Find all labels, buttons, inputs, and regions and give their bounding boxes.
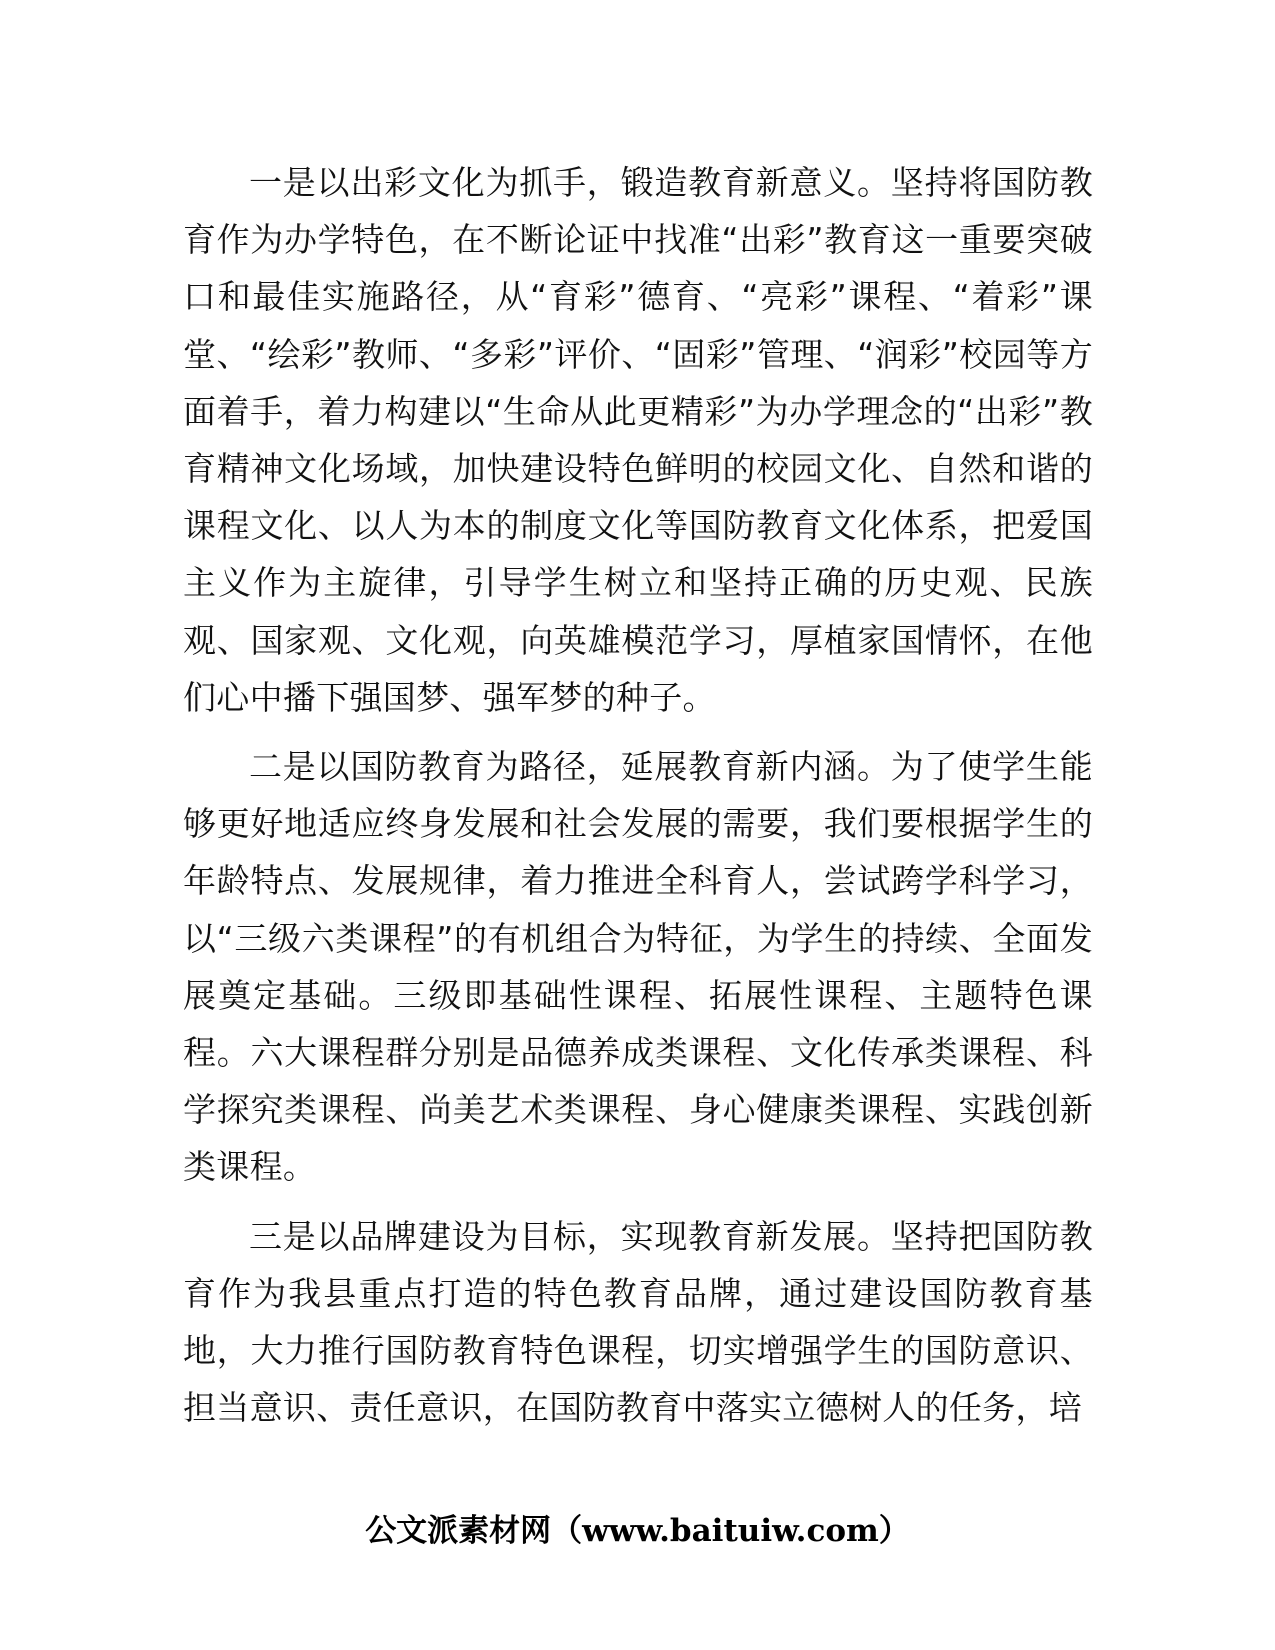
document-body — [183, 154, 1093, 1448]
page-footer-watermark: 公文派素材网（www.baituiw.com） — [365, 1513, 910, 1549]
paragraph-3: 三是以品牌建设为目标，实现教育新发展。坚持把国防教育作为我县重点打造的特色教育品牌，通过建设国防教育基地，大力推行国防教育特色课程，切实增强学生的国防意识、担当意识、责任意识，在国防教育中落实立德树人的任务，培 — [183, 1216, 1093, 1428]
paragraph-1: 一是以出彩文化为抓手，锻造教育新意义。坚持将国防教育作为办学特色，在不断论证中找准“出彩”教育这一重要突破口和最佳实施路径，从“育彩”德育、“亮彩”课程、“着彩”课堂、“绘彩”教师、“多彩”评价、“固彩”管理、“润彩”校园等方面着手，着力构建以“生命从此更精彩”为办学理念的“出彩”教育精神文化场域，加快建设特色鲜明的校园文化、自然和谐的课程文化、以人为本的制度文化等国防教育文化体系，把爱国主义作为主旋律，引导学生树立和坚持正确的历史观、民族观、国家观、文化观，向英雄模范学习，厚植家国情怀，在他们心中播下强国梦、强军梦的种子。 — [183, 163, 1093, 717]
paragraph-2: 二是以国防教育为路径，延展教育新内涵。为了使学生能够更好地适应终身发展和社会发展的需要，我们要根据学生的年龄特点、发展规律，着力推进全科育人，尝试跨学科学习，以“三级六类课程”的有机组合为特征，为学生的持续、全面发展奠定基础。三级即基础性课程、拓展性课程、主题特色课程。六大课程群分别是品德养成类课程、文化传承类课程、科学探究类课程、尚美艺术类课程、身心健康类课程、实践创新类课程。 — [183, 747, 1093, 1187]
